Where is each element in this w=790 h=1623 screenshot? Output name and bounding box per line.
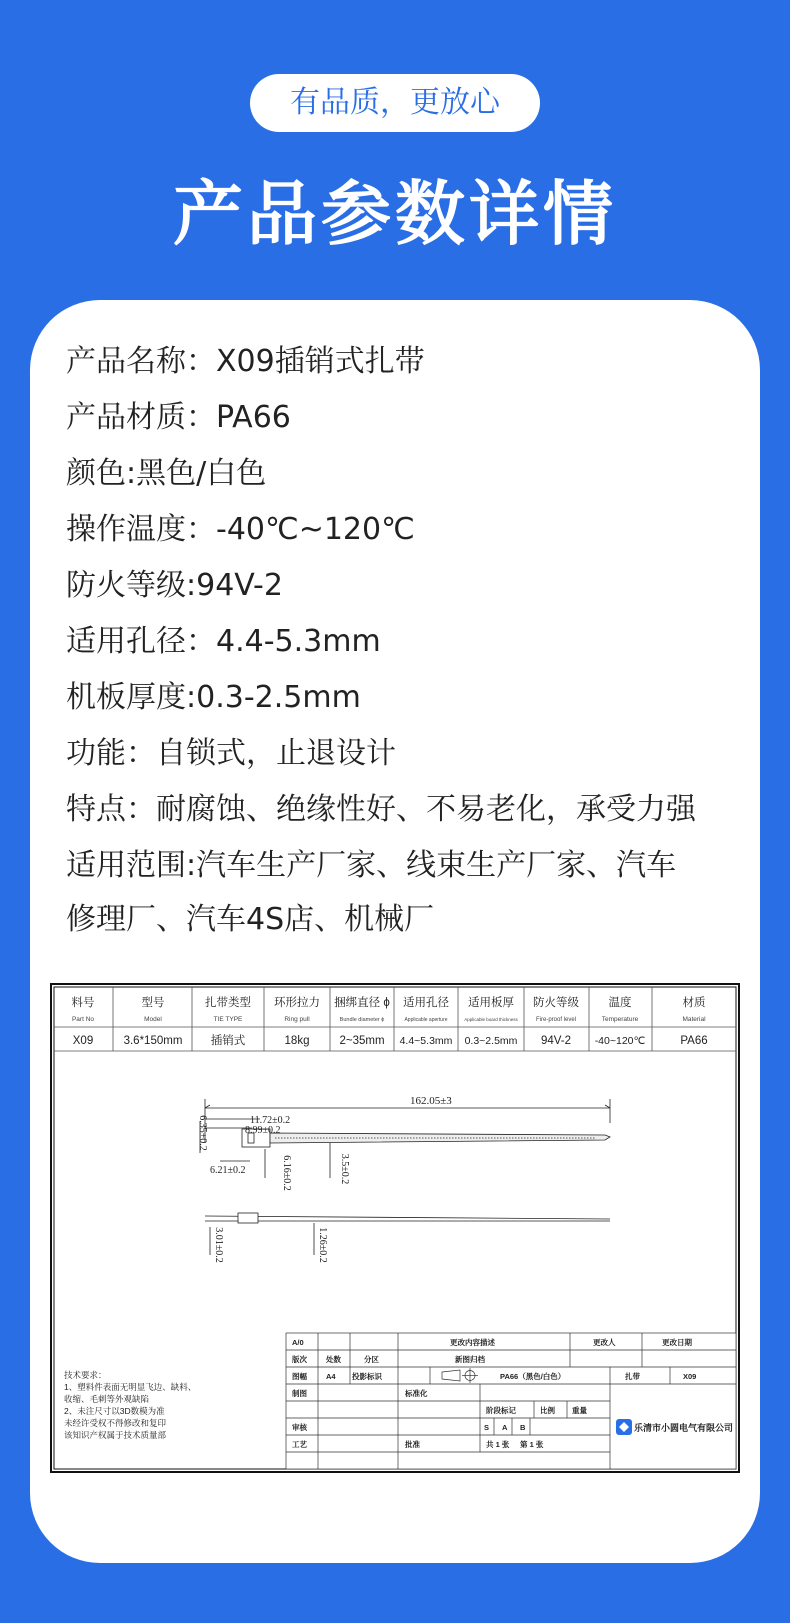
spec-line: 防火等级:94V-2 [66,568,283,603]
tb-cell: A/0 [292,1338,304,1347]
tb-cell: 更改人 [593,1338,616,1347]
spec-line: 特点：耐腐蚀、绝缘性好、不易老化，承受力强 [66,792,696,827]
table-cell: 94V-2 [540,1035,572,1047]
title-block [286,1333,736,1469]
tb-cell: 图幅 [292,1372,307,1381]
col-header-ring-pull: 环形拉力 [274,997,320,1009]
svg-text:收缩、毛刺等外观缺陷: 收缩、毛刺等外观缺陷 [64,1394,150,1404]
tb-cell: 审核 [292,1423,307,1432]
tb-cell: 重量 [572,1406,587,1415]
svg-text:该知识产权属于技术质量部: 该知识产权属于技术质量部 [64,1430,167,1440]
svg-text:1、塑料件表面无明显飞边、缺料、: 1、塑料件表面无明显飞边、缺料、 [64,1382,197,1392]
spec-line: 机板厚度:0.3-2.5mm [66,680,361,715]
tb-cell: 工艺 [292,1440,307,1449]
dim-label: 8.99±0.2 [245,1125,281,1136]
col-header-en: Applicable aperture [404,1017,448,1023]
dim-label: 11.72±0.2 [250,1115,291,1126]
tb-cell: 共 1 张 [486,1440,510,1449]
dim-label: 3.01±0.2 [213,1227,224,1263]
tb-cell: 阶段标记 [486,1406,516,1415]
table-cell: PA66 [680,1035,708,1047]
dim-length: 162.05±3 [410,1095,452,1107]
col-header-en: Temperature [601,1016,639,1023]
spec-line: 产品材质：PA66 [66,400,291,435]
table-cell: 4.4~5.3mm [399,1035,453,1047]
tb-cell: S [484,1423,490,1432]
col-header-part-no: 料号 [71,997,95,1009]
table-cell: -40~120℃ [594,1035,646,1047]
col-header-en: Material [682,1016,706,1023]
dim-label: 6.16±0.2 [281,1155,292,1191]
col-header-en: Ring pull [284,1016,310,1023]
col-header-en: Model [144,1016,162,1023]
tb-cell: X09 [683,1372,697,1381]
page-title: 产品参数详情 [173,173,617,255]
table-cell: 0.3~2.5mm [464,1035,518,1047]
tb-cell: 处数 [326,1355,341,1364]
svg-text:技术要求：: 技术要求： [64,1370,107,1380]
tb-cell: 分区 [364,1355,379,1364]
dim-label: 1.26±0.2 [317,1227,328,1263]
tb-cell: 第 1 张 [520,1440,544,1449]
spec-line: 操作温度：-40℃~120℃ [66,512,415,547]
tb-cell: 扎带 [625,1372,640,1381]
col-header-en: Applicable board thickness [464,1017,518,1022]
tb-cell: 更改内容描述 [450,1338,495,1347]
spec-list [66,342,756,956]
tb-cell: 批准 [405,1440,420,1449]
col-header-en: Bundle diameter ϕ [339,1017,385,1023]
spec-line: 颜色:黑色/白色 [66,456,267,491]
col-header-en: Part No [71,1016,95,1023]
col-header-en: Fire-proof level [535,1017,577,1023]
col-header-fire-level: 防火等级 [533,997,579,1009]
col-header-temperature: 温度 [608,997,632,1009]
tb-cell: 标准化 [405,1389,428,1398]
dim-label: 6.35±0.2 [197,1115,208,1151]
col-header-board-thickness: 适用板厚 [468,997,514,1009]
tb-cell: PA66（黑色/白色） [500,1372,566,1381]
table-cell: 插销式 [210,1035,246,1047]
col-header-material: 材质 [682,997,706,1009]
svg-text:未经许受权不得修改和复印: 未经许受权不得修改和复印 [64,1418,167,1428]
tb-cell: 新图归档 [455,1355,485,1364]
col-header-bundle-diameter: 捆绑直径 ϕ [334,997,390,1009]
spec-line: 适用孔径：4.4-5.3mm [66,624,381,659]
tb-cell: 制图 [292,1389,307,1398]
table-cell: 3.6*150mm [123,1035,183,1047]
spec-line: 修理厂、汽车4S店、机械厂 [66,902,435,937]
company-logo-icon [616,1419,632,1435]
tb-cell: 投影标识 [352,1372,382,1381]
table-cell: X09 [72,1035,94,1047]
tb-cell: A [502,1423,508,1432]
col-header-en: TIE TYPE [213,1016,243,1023]
spec-line: 产品名称：X09插销式扎带 [66,344,425,379]
dim-label: 3.5±0.2 [339,1153,350,1185]
quality-badge: 有品质，更放心 [250,74,540,132]
spec-line: 适用范围:汽车生产厂家、线束生产厂家、汽车 [66,848,677,883]
col-header-model: 型号 [141,997,165,1009]
company-name: 乐清市小圆电气有限公司 [634,1423,734,1433]
tb-cell: B [520,1423,526,1432]
tb-cell: 比例 [540,1406,555,1415]
col-header-tie-type: 扎带类型 [205,997,251,1009]
spec-line: 功能：自锁式，止退设计 [66,736,396,771]
svg-text:2、未注尺寸以3D数模为准: 2、未注尺寸以3D数模为准 [64,1406,165,1416]
tb-cell: 更改日期 [662,1338,692,1347]
table-cell: 18kg [284,1035,310,1047]
technical-drawing [50,983,740,1473]
dim-label: 6.21±0.2 [210,1165,246,1176]
tb-cell: 版次 [292,1355,307,1364]
col-header-aperture: 适用孔径 [403,997,449,1009]
table-cell: 2~35mm [339,1035,385,1047]
tb-cell: A4 [326,1372,336,1381]
